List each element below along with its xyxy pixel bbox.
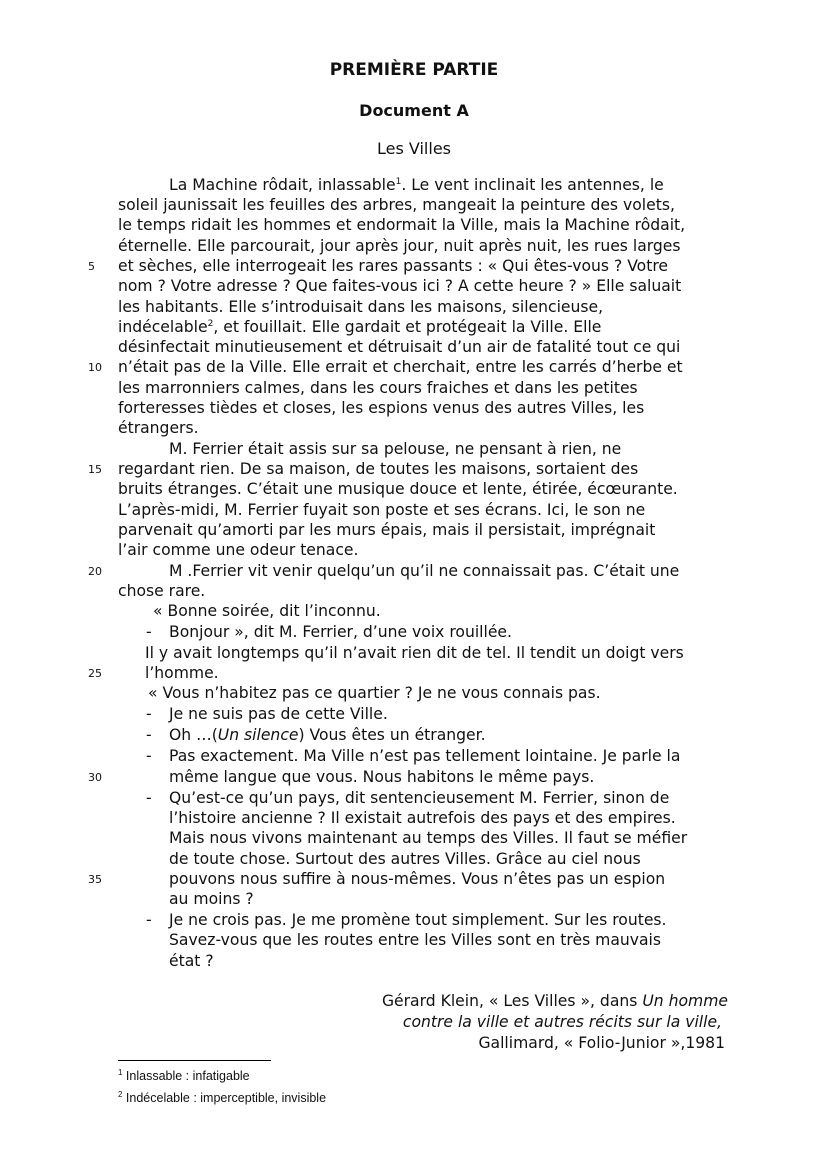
- dialogue-line: Mais nous vivons maintenant au temps des Villes. Il faut se méfier: [169, 829, 688, 847]
- dialogue-line: Pas exactement. Ma Ville n’est pas tellement lointaine. Je parle la: [169, 747, 681, 765]
- line-number: 25: [88, 667, 102, 680]
- text-segment: Oh …(: [169, 726, 218, 744]
- dialogue-line: Je ne crois pas. Je me promène tout simplement. Sur les routes.: [169, 911, 667, 929]
- text-line: [169, 175, 664, 195]
- text-line: M. Ferrier était assis sur sa pelouse, ne pensant à rien, ne: [169, 440, 622, 458]
- text-line: nom ? Votre adresse ? Que faites-vous ici ? A cette heure ? » Elle saluait: [118, 277, 682, 295]
- footnote: [118, 1068, 250, 1084]
- text-title: Les Villes: [376, 139, 451, 158]
- text-segment: indécelable: [118, 318, 208, 336]
- text-line: les habitants. Elle s’introduisait dans les maisons, silencieuse,: [118, 298, 604, 316]
- line-number: 10: [88, 361, 102, 374]
- document-heading: Document A: [359, 101, 469, 120]
- text-line: éternelle. Elle parcourait, jour après jour, nuit après nuit, les rues larges: [118, 237, 681, 255]
- text-line: bruits étranges. C’était une musique douce et lente, étirée, écœurante.: [118, 480, 678, 498]
- dialogue-line: même langue que vous. Nous habitons le même pays.: [169, 768, 595, 786]
- citation-author: Gérard Klein, « Les Villes », dans: [381, 992, 643, 1010]
- dialogue-dash: -: [146, 726, 152, 744]
- line-number: 30: [88, 771, 102, 784]
- footnote-separator: [118, 1060, 271, 1061]
- dialogue-line: pouvons nous suffire à nous-mêmes. Vous n’êtes pas un espion: [169, 870, 666, 888]
- text-line: désinfectait minutieusement et détruisait d’un air de fatalité tout ce qui: [118, 338, 681, 356]
- text-line: le temps ridait les hommes et endormait la Ville, mais la Machine rôdait,: [118, 216, 686, 234]
- text-line: regardant rien. De sa maison, de toutes les maisons, sortaient des: [118, 460, 639, 478]
- dialogue-line: Qu’est-ce qu’un pays, dit sentencieusement M. Ferrier, sinon de: [169, 789, 670, 807]
- dialogue-line: « Bonne soirée, dit l’inconnu.: [153, 602, 381, 620]
- text-line: et sèches, elle interrogeait les rares passants : « Qui êtes-vous ? Votre: [118, 257, 668, 275]
- text-line: soleil jaunissait les feuilles des arbres, mangeait la peinture des volets,: [118, 196, 675, 214]
- footnote-mark: 2: [118, 1090, 123, 1099]
- citation-line: [403, 1012, 722, 1033]
- footnote-mark: 1: [118, 1068, 123, 1077]
- text-line: L’après-midi, M. Ferrier fuyait son poste et ses écrans. Ici, le son ne: [118, 501, 646, 519]
- text-line: étrangers.: [118, 419, 199, 437]
- text-segment: , et fouillait. Elle gardait et protégeait la Ville. Elle: [213, 318, 602, 336]
- dialogue-dash: -: [146, 911, 152, 929]
- footnote-text: Inlassable : infatigable: [122, 1069, 250, 1083]
- footnote-text: Indécelable : imperceptible, invisible: [122, 1091, 327, 1105]
- dialogue-line: « Vous n’habitez pas ce quartier ? Je ne vous connais pas.: [148, 684, 601, 702]
- line-number: 15: [88, 463, 102, 476]
- footnote-ref: 2: [207, 319, 214, 329]
- text-segment: . Le vent inclinait les antennes, le: [401, 176, 664, 194]
- dialogue-line: Bonjour », dit M. Ferrier, d’une voix rouillée.: [169, 623, 512, 641]
- text-line: les marronniers calmes, dans les cours fraiches et dans les petites: [118, 379, 638, 397]
- stage-direction: Un silence: [217, 726, 299, 744]
- part-heading: PREMIÈRE PARTIE: [329, 60, 499, 80]
- citation-line: [382, 991, 728, 1012]
- footnote-ref: 1: [395, 177, 402, 187]
- text-line: forteresses tièdes et closes, les espions venus des autres Villes, les: [118, 399, 645, 417]
- line-number: 20: [88, 565, 102, 578]
- citation-book-title: contre la ville et autres récits sur la ville,: [402, 1013, 722, 1031]
- text-line: l’air comme une odeur tenace.: [118, 541, 359, 559]
- text-line: Il y avait longtemps qu’il n’avait rien dit de tel. Il tendit un doigt vers: [145, 644, 684, 662]
- dialogue-line: l’histoire ancienne ? Il existait autrefois des pays et des empires.: [169, 809, 676, 827]
- text-line: M .Ferrier vit venir quelqu’un qu’il ne connaissait pas. C’était une: [169, 562, 680, 580]
- dialogue-dash: -: [146, 789, 152, 807]
- footnote: [118, 1090, 326, 1106]
- line-number: 35: [88, 873, 102, 886]
- dialogue-line: état ?: [169, 952, 214, 970]
- dialogue-dash: -: [146, 623, 152, 641]
- line-number: 5: [88, 260, 95, 273]
- text-line: n’était pas de la Ville. Elle errait et cherchait, entre les carrés d’herbe et: [118, 358, 683, 376]
- dialogue-line: de toute chose. Surtout des autres Villes. Grâce au ciel nous: [169, 850, 641, 868]
- citation-line: Gallimard, « Folio-Junior »,1981: [478, 1034, 725, 1052]
- citation-book-title: Un homme: [642, 992, 728, 1010]
- text-line: parvenait qu’amorti par les murs épais, mais il persistait, imprégnait: [118, 521, 656, 539]
- text-line: [118, 317, 601, 337]
- dialogue-dash: -: [146, 747, 152, 765]
- dialogue-dash: -: [146, 705, 152, 723]
- dialogue-line: Je ne suis pas de cette Ville.: [169, 705, 388, 723]
- dialogue-line: au moins ?: [169, 890, 254, 908]
- dialogue-line: [169, 725, 486, 745]
- text-segment: La Machine rôdait, inlassable: [169, 176, 396, 194]
- dialogue-line: Savez-vous que les routes entre les Villes sont en très mauvais: [169, 931, 662, 949]
- text-segment: ) Vous êtes un étranger.: [298, 726, 486, 744]
- text-line: l’homme.: [145, 664, 219, 682]
- text-line: chose rare.: [118, 582, 206, 600]
